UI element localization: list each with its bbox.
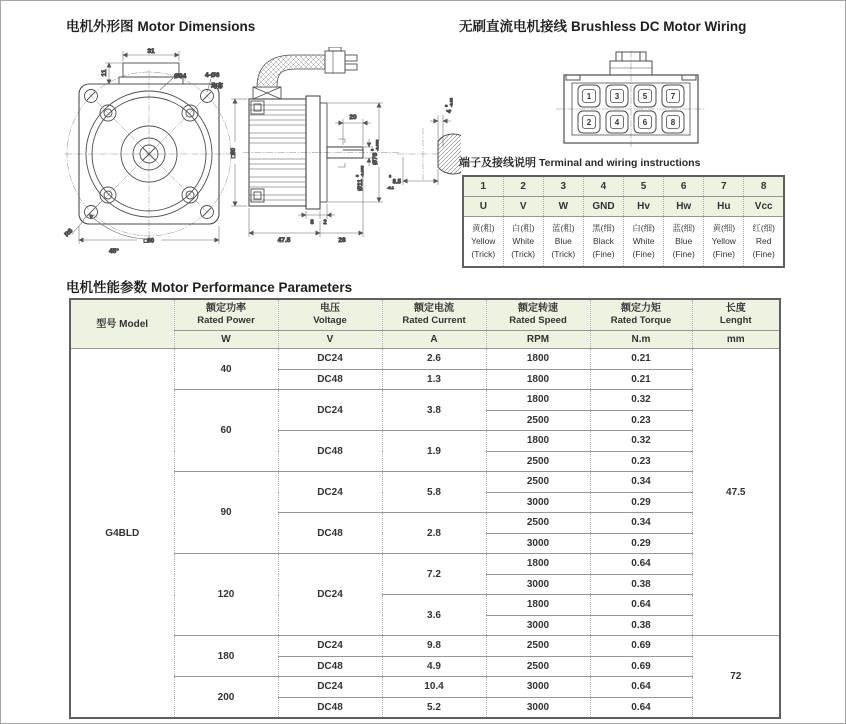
perf-table-row	[70, 677, 780, 698]
perf-cell: DC24	[278, 472, 382, 513]
perf-col-unit: mm	[692, 331, 780, 349]
terminal-pin-cell: 4	[583, 176, 623, 197]
motor-dimensions-title	[66, 15, 255, 35]
dim-label-shaft-dia-tol-upper: 0	[354, 174, 360, 177]
perf-cell: 47.5	[692, 349, 780, 636]
perf-cell: 0.32	[590, 431, 692, 452]
dim-label-flat-depth: 4	[447, 109, 453, 113]
connector-pin-8: 8	[670, 118, 676, 127]
perf-table-head	[70, 299, 780, 349]
terminal-table-body	[463, 176, 784, 267]
perf-cell: DC48	[278, 513, 382, 554]
perf-cell: 1800	[486, 554, 590, 575]
perf-table-row	[70, 349, 780, 370]
terminal-signal-cell: Hv	[624, 197, 664, 217]
perf-cell: DC24	[278, 390, 382, 431]
terminal-signal-cell: V	[503, 197, 543, 217]
dim-label-bolt-circle: Ø94	[174, 73, 187, 80]
perf-cell: 0.38	[590, 574, 692, 595]
perf-cell: 0.21	[590, 369, 692, 390]
dim-label-body-length: 47.5	[277, 237, 291, 244]
perf-col-unit: A	[382, 331, 486, 349]
perf-cell: 0.29	[590, 492, 692, 513]
perf-col-header: 电压 Voltage	[278, 299, 382, 331]
perf-cell: 2500	[486, 451, 590, 472]
perf-table-row	[70, 472, 780, 493]
perf-table-body	[70, 349, 780, 719]
terminal-wire-cell: 黄(粗) Yellow (Trick)	[463, 217, 503, 268]
dim-label-across-flat-tol-lower: -0.1	[387, 185, 394, 190]
terminal-instructions-en: Terminal and wiring instructions	[539, 157, 701, 169]
perf-cell: 120	[174, 554, 278, 636]
perf-col-header: 额定电流 Rated Current	[382, 299, 486, 331]
perf-col-header: 型号 Model	[70, 299, 174, 349]
dim-label-plate-thickness: 8	[310, 220, 314, 226]
connector-pin-4: 4	[614, 118, 620, 127]
dim-label-flat-depth-tol-upper: 0	[443, 104, 449, 107]
perf-cell: 3000	[486, 533, 590, 554]
perf-cell: 2.6	[382, 349, 486, 370]
perf-cell: DC24	[278, 554, 382, 636]
terminal-wire-cell: 白(细) White (Fine)	[624, 217, 664, 268]
perf-cell: 72	[692, 636, 780, 719]
terminal-signal-cell: Hw	[664, 197, 704, 217]
perf-cell: 2500	[486, 636, 590, 657]
perf-cell: 2500	[486, 410, 590, 431]
dim-label-corner-radius: R6	[63, 227, 75, 239]
perf-cell: 3000	[486, 574, 590, 595]
perf-model-cell: G4BLD	[70, 349, 174, 719]
motor-dimensions-drawing	[61, 47, 461, 263]
dim-label-shaft-dia-tol-lower: -0.008	[359, 165, 365, 177]
perf-cell: 10.4	[382, 677, 486, 698]
perf-cell: 7.2	[382, 554, 486, 595]
motor-dimensions-title-zh: 电机外形图	[66, 19, 134, 34]
perf-col-unit: N.m	[590, 331, 692, 349]
perf-cell: 0.32	[590, 390, 692, 411]
side-view-drawing	[231, 47, 399, 244]
dim-label-top-width: 31	[147, 48, 155, 55]
perf-cell: 0.38	[590, 615, 692, 636]
perf-cell: 0.21	[590, 349, 692, 370]
perf-col-header: 长度 Lenght	[692, 299, 780, 331]
dim-label-holes-note: 均布	[211, 84, 224, 90]
perf-col-unit: W	[174, 331, 278, 349]
perf-table-row	[70, 554, 780, 575]
dim-label-flange-size: □80	[143, 238, 155, 245]
perf-cell: 180	[174, 636, 278, 677]
performance-title	[66, 276, 352, 296]
terminal-instructions-zh: 端子及接线说明	[459, 157, 536, 169]
perf-cell: DC24	[278, 349, 382, 370]
perf-cell: 4.9	[382, 656, 486, 677]
perf-cell: 5.2	[382, 697, 486, 718]
wiring-title	[459, 15, 746, 35]
dim-label-spigot-dia-group	[370, 139, 380, 165]
perf-table-row	[70, 390, 780, 411]
perf-cell: 1800	[486, 349, 590, 370]
perf-col-unit: V	[278, 331, 382, 349]
terminal-pin-cell: 7	[704, 176, 744, 197]
perf-cell: 0.23	[590, 410, 692, 431]
connector-pin-1: 1	[586, 92, 592, 101]
dim-label-shaft-dia: Ø11	[357, 179, 364, 191]
performance-title-zh: 电机性能参数	[66, 280, 147, 295]
dim-label-spigot-depth: 2	[323, 220, 327, 226]
motor-dimensions-title-en: Motor Dimensions	[137, 19, 256, 34]
perf-cell: 5.8	[382, 472, 486, 513]
perf-cell: DC48	[278, 697, 382, 718]
dim-label-across-flat-tol-upper: 0	[389, 173, 392, 179]
shaft-section-drawing	[387, 97, 461, 190]
perf-cell: 0.64	[590, 677, 692, 698]
performance-table	[69, 298, 781, 719]
terminal-signal-cell: W	[543, 197, 583, 217]
perf-cell: 0.34	[590, 513, 692, 534]
connector-pin-7: 7	[670, 92, 676, 101]
perf-col-header: 额定转速 Rated Speed	[486, 299, 590, 331]
perf-col-header: 额定力矩 Rated Torque	[590, 299, 692, 331]
dim-label-spigot-dia: Ø76	[372, 152, 379, 165]
perf-cell: 0.29	[590, 533, 692, 554]
perf-cell: 2.8	[382, 513, 486, 554]
perf-cell: 0.69	[590, 656, 692, 677]
terminal-table	[462, 175, 785, 268]
wiring-title-zh: 无刷直流电机接线	[459, 19, 567, 34]
perf-cell: 1.9	[382, 431, 486, 472]
terminal-pin-cell: 5	[624, 176, 664, 197]
terminal-instructions	[459, 154, 700, 170]
perf-cell: DC24	[278, 677, 382, 698]
perf-col-unit: RPM	[486, 331, 590, 349]
perf-cell: 2500	[486, 656, 590, 677]
perf-cell: 1.3	[382, 369, 486, 390]
perf-cell: 3000	[486, 697, 590, 718]
perf-cell: 2500	[486, 513, 590, 534]
perf-col-header: 额定功率 Rated Power	[174, 299, 278, 331]
front-view-drawing	[63, 48, 237, 255]
perf-cell: 9.8	[382, 636, 486, 657]
perf-cell: 40	[174, 349, 278, 390]
perf-cell: 1800	[486, 431, 590, 452]
perf-cell: DC48	[278, 369, 382, 390]
dim-label-frame-size: □80	[231, 147, 237, 159]
connector-pin-2: 2	[586, 118, 592, 127]
terminal-pin-cell: 3	[543, 176, 583, 197]
perf-cell: 0.34	[590, 472, 692, 493]
terminal-pin-cell: 8	[744, 176, 784, 197]
dim-label-flat-depth-group	[444, 97, 454, 113]
perf-cell: 1800	[486, 369, 590, 390]
perf-cell: 3.8	[382, 390, 486, 431]
perf-cell: 90	[174, 472, 278, 554]
terminal-signal-cell: Hu	[704, 197, 744, 217]
perf-cell: 0.64	[590, 554, 692, 575]
perf-cell: DC24	[278, 636, 382, 657]
dim-label-box-height: 11	[101, 69, 108, 77]
dim-label-flat-length: 20	[349, 114, 357, 121]
dim-label-holes: 4-Ø6	[205, 72, 220, 79]
perf-table-row	[70, 636, 780, 657]
terminal-pin-cell: 1	[463, 176, 503, 197]
dim-label-across-flat: 8.5	[392, 179, 401, 186]
perf-cell: DC48	[278, 431, 382, 472]
terminal-signal-cell: U	[463, 197, 503, 217]
perf-cell: 200	[174, 677, 278, 719]
dim-label-shaft-ext: 28	[338, 237, 346, 244]
terminal-wire-cell: 红(细) Red (Fine)	[744, 217, 784, 268]
dim-label-flat-depth-tol-lower: -0.03	[448, 97, 454, 107]
connector-drawing	[556, 51, 706, 147]
terminal-pin-cell: 6	[664, 176, 704, 197]
connector-pin-3: 3	[614, 92, 620, 101]
perf-cell: DC48	[278, 656, 382, 677]
perf-cell: 3000	[486, 615, 590, 636]
perf-cell: 2500	[486, 472, 590, 493]
performance-title-en: Motor Performance Parameters	[151, 280, 353, 295]
dim-label-hole-angle: 45°	[109, 248, 119, 255]
perf-cell: 0.69	[590, 636, 692, 657]
terminal-wire-cell: 黑(细) Black (Fine)	[583, 217, 623, 268]
wiring-title-en: Brushless DC Motor Wiring	[571, 19, 747, 34]
dim-label-spigot-dia-tol-lower: -0.063	[374, 139, 380, 151]
perf-cell: 1800	[486, 390, 590, 411]
terminal-wire-cell: 蓝(细) Blue (Fine)	[664, 217, 704, 268]
perf-cell: 3000	[486, 677, 590, 698]
perf-cell: 0.64	[590, 595, 692, 616]
perf-cell: 60	[174, 390, 278, 472]
perf-cell: 1800	[486, 595, 590, 616]
terminal-signal-cell: Vcc	[744, 197, 784, 217]
terminal-wire-cell: 黄(细) Yellow (Fine)	[704, 217, 744, 268]
connector-pin-6: 6	[642, 118, 648, 127]
terminal-pin-cell: 2	[503, 176, 543, 197]
terminal-wire-cell: 蓝(粗) Blue (Trick)	[543, 217, 583, 268]
terminal-wire-cell: 白(粗) White (Trick)	[503, 217, 543, 268]
dim-label-spigot-dia-tol-upper: 0	[369, 148, 375, 151]
connector-pin-5: 5	[642, 92, 648, 101]
perf-cell: 0.64	[590, 697, 692, 718]
perf-cell: 3000	[486, 492, 590, 513]
terminal-signal-cell: GND	[583, 197, 623, 217]
perf-cell: 3.6	[382, 595, 486, 636]
perf-cell: 0.23	[590, 451, 692, 472]
